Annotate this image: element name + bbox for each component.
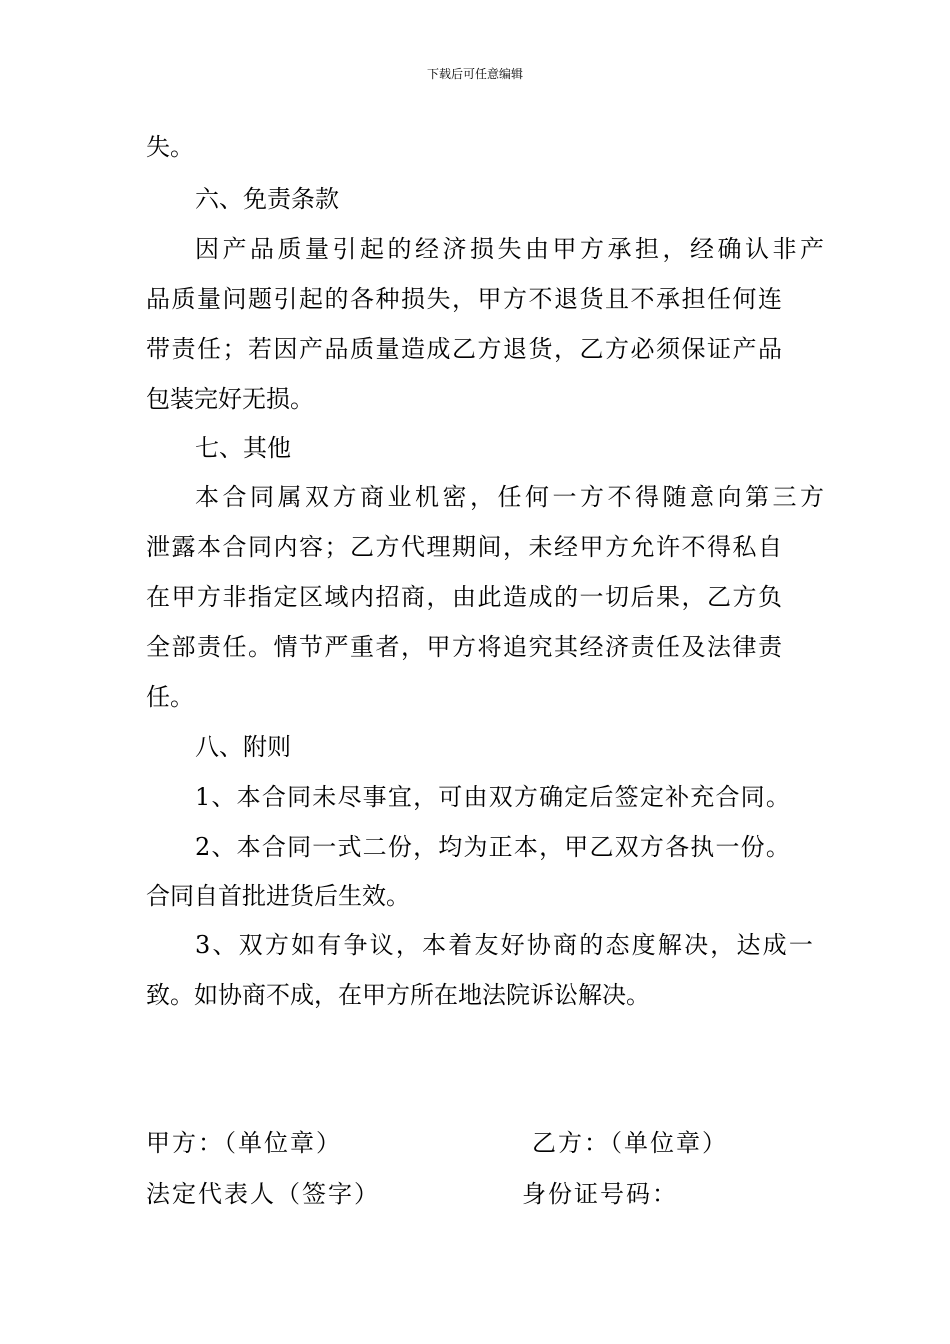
party-b-seal: 乙方：（单位章） <box>532 1129 728 1157</box>
section-heading: 八、附则 <box>195 733 291 761</box>
text-line: 失。 <box>146 133 194 161</box>
text-line: 包装完好无损。 <box>146 385 314 413</box>
page-header: 下载后可任意编辑 <box>426 67 523 81</box>
text-line: 在甲方非指定区域内招商，由此造成的一切后果，乙方负 <box>146 583 784 611</box>
text-line: 致。如协商不成，在甲方所在地法院诉讼解决。 <box>146 981 650 1009</box>
section-heading: 七、其他 <box>195 434 291 462</box>
text-line: 全部责任。情节严重者，甲方将追究其经济责任及法律责 <box>146 633 784 661</box>
text-line: 带责任；若因产品质量造成乙方退货，乙方必须保证产品 <box>146 335 784 363</box>
text-line: 本合同属双方商业机密，任何一方不得随意向第三方 <box>195 483 828 511</box>
text-line: 任。 <box>146 683 194 711</box>
id-number-label: 身份证号码： <box>522 1180 678 1208</box>
section-heading: 六、免责条款 <box>195 185 339 213</box>
text-line: 1、本合同未尽事宜，可由双方确定后签定补充合同。 <box>195 783 792 811</box>
party-a-seal: 甲方：（单位章） <box>146 1129 342 1157</box>
text-line: 品质量问题引起的各种损失，甲方不退货且不承担任何连 <box>146 285 784 313</box>
text-line: 合同自首批进货后生效。 <box>146 882 410 910</box>
text-line: 泄露本合同内容；乙方代理期间，未经甲方允许不得私自 <box>146 533 784 561</box>
text-line: 3、双方如有争议，本着友好协商的态度解决，达成一 <box>195 931 816 959</box>
legal-representative-signature: 法定代表人（签字） <box>146 1180 380 1208</box>
text-line: 因产品质量引起的经济损失由甲方承担，经确认非产 <box>195 235 828 263</box>
text-line: 2、本合同一式二份，均为正本，甲乙双方各执一份。 <box>195 833 792 861</box>
